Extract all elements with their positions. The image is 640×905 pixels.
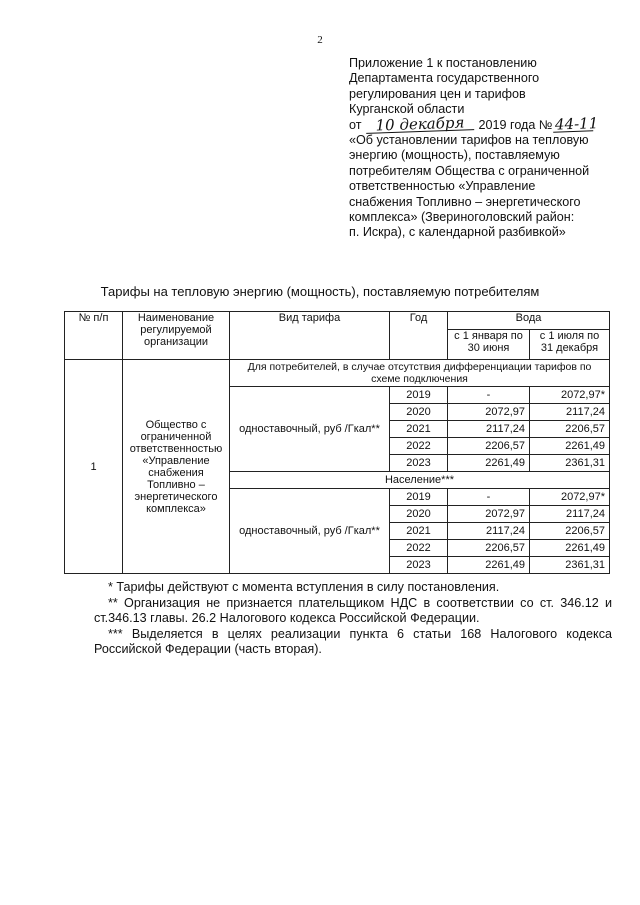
decree-title-line-7: п. Искра), с календарной разбивкой» bbox=[349, 225, 566, 240]
value-period-1: 2117,24 bbox=[448, 421, 530, 438]
value-period-2: 2206,57 bbox=[530, 523, 610, 540]
value-period-2: 2361,31 bbox=[530, 455, 610, 472]
footnote-2: ** Организация не признается плательщиком НДС в соответствии со ст. 346.12 и ст.346.13 главы. 26.2 Налогового кодекса Российской Федерации. bbox=[94, 595, 612, 626]
value-period-1: 2206,57 bbox=[448, 438, 530, 455]
decree-title-line-2: энергию (мощность), поставляемую bbox=[349, 148, 560, 163]
value-period-2: 2072,97* bbox=[530, 489, 610, 506]
date-suffix: 2019 года № bbox=[478, 117, 553, 132]
handwritten-number: 44-11 bbox=[555, 113, 599, 134]
handwritten-date: 10 декабря bbox=[366, 116, 474, 134]
appendix-line-1: Приложение 1 к постановлению bbox=[349, 56, 537, 70]
value-period-1: 2206,57 bbox=[448, 540, 530, 557]
decree-title-line-4: ответственностью «Управление bbox=[349, 179, 536, 194]
value-period-1: - bbox=[448, 387, 530, 404]
footnote-1: * Тарифы действуют с момента вступления в силу постановления. bbox=[108, 580, 500, 594]
year-cell: 2023 bbox=[390, 455, 448, 472]
value-period-2: 2072,97* bbox=[530, 387, 610, 404]
year-cell: 2021 bbox=[390, 421, 448, 438]
header-year: Год bbox=[390, 312, 448, 360]
decree-title-line-3: потребителям Общества с ограниченной bbox=[349, 163, 590, 178]
page-number: 2 bbox=[317, 34, 323, 46]
value-period-1: 2072,97 bbox=[448, 404, 530, 421]
header-water: Вода bbox=[448, 312, 610, 330]
header-period-1: с 1 января по 30 июня bbox=[448, 330, 530, 360]
decree-title-line-5: снабжения Топливно – энергетического bbox=[349, 194, 581, 209]
year-cell: 2021 bbox=[390, 523, 448, 540]
group-label-population: Население*** bbox=[230, 472, 610, 489]
appendix-line-4: Курганской области bbox=[349, 102, 465, 117]
value-period-2: 2361,31 bbox=[530, 557, 610, 574]
value-period-2: 2261,49 bbox=[530, 438, 610, 455]
date-prefix: от bbox=[349, 117, 362, 132]
decree-title-line-6: комплекса» (Звериноголовский район: bbox=[349, 210, 575, 225]
tariff-type-population: одноставочный, руб /Гкал** bbox=[230, 489, 390, 574]
value-period-1: - bbox=[448, 489, 530, 506]
year-cell: 2022 bbox=[390, 540, 448, 557]
table-title: Тарифы на тепловую энергию (мощность), поставляемую потребителям bbox=[100, 284, 540, 299]
value-period-2: 2117,24 bbox=[530, 506, 610, 523]
header-num: № п/п bbox=[65, 312, 123, 360]
tariff-type-consumers: одноставочный, руб /Гкал** bbox=[230, 387, 390, 472]
footnotes bbox=[94, 580, 612, 658]
year-cell: 2020 bbox=[390, 506, 448, 523]
tariff-table bbox=[64, 311, 610, 574]
header-tariff-type: Вид тарифа bbox=[230, 312, 390, 360]
value-period-2: 2117,24 bbox=[530, 404, 610, 421]
row-number: 1 bbox=[65, 360, 123, 574]
appendix-date-line bbox=[349, 113, 624, 135]
value-period-2: 2261,49 bbox=[530, 540, 610, 557]
year-cell: 2020 bbox=[390, 404, 448, 421]
year-cell: 2019 bbox=[390, 387, 448, 404]
group-label-consumers: Для потребителей, в случае отсутствия дифференциации тарифов по схеме подключения bbox=[230, 360, 610, 387]
year-cell: 2019 bbox=[390, 489, 448, 506]
value-period-1: 2072,97 bbox=[448, 506, 530, 523]
value-period-1: 2261,49 bbox=[448, 557, 530, 574]
appendix-line-3: регулирования цен и тарифов bbox=[349, 86, 526, 101]
appendix-header bbox=[349, 56, 624, 241]
header-period-2: с 1 июля по 31 декабря bbox=[530, 330, 610, 360]
decree-title-line-1: «Об установлении тарифов на тепловую bbox=[349, 133, 589, 148]
year-cell: 2023 bbox=[390, 557, 448, 574]
appendix-line-2: Департамента государственного bbox=[349, 71, 540, 86]
value-period-1: 2261,49 bbox=[448, 455, 530, 472]
organization-name: Общество с ограниченной ответственностью «Управление снабжения Топливно – энергетического комплекса» bbox=[123, 360, 230, 574]
value-period-2: 2206,57 bbox=[530, 421, 610, 438]
year-cell: 2022 bbox=[390, 438, 448, 455]
header-organization: Наименование регулируемой организации bbox=[123, 312, 230, 360]
footnote-3: *** Выделяется в целях реализации пункта 6 статьи 168 Налогового кодекса Российской Федерации (часть вторая). bbox=[94, 626, 612, 657]
value-period-1: 2117,24 bbox=[448, 523, 530, 540]
